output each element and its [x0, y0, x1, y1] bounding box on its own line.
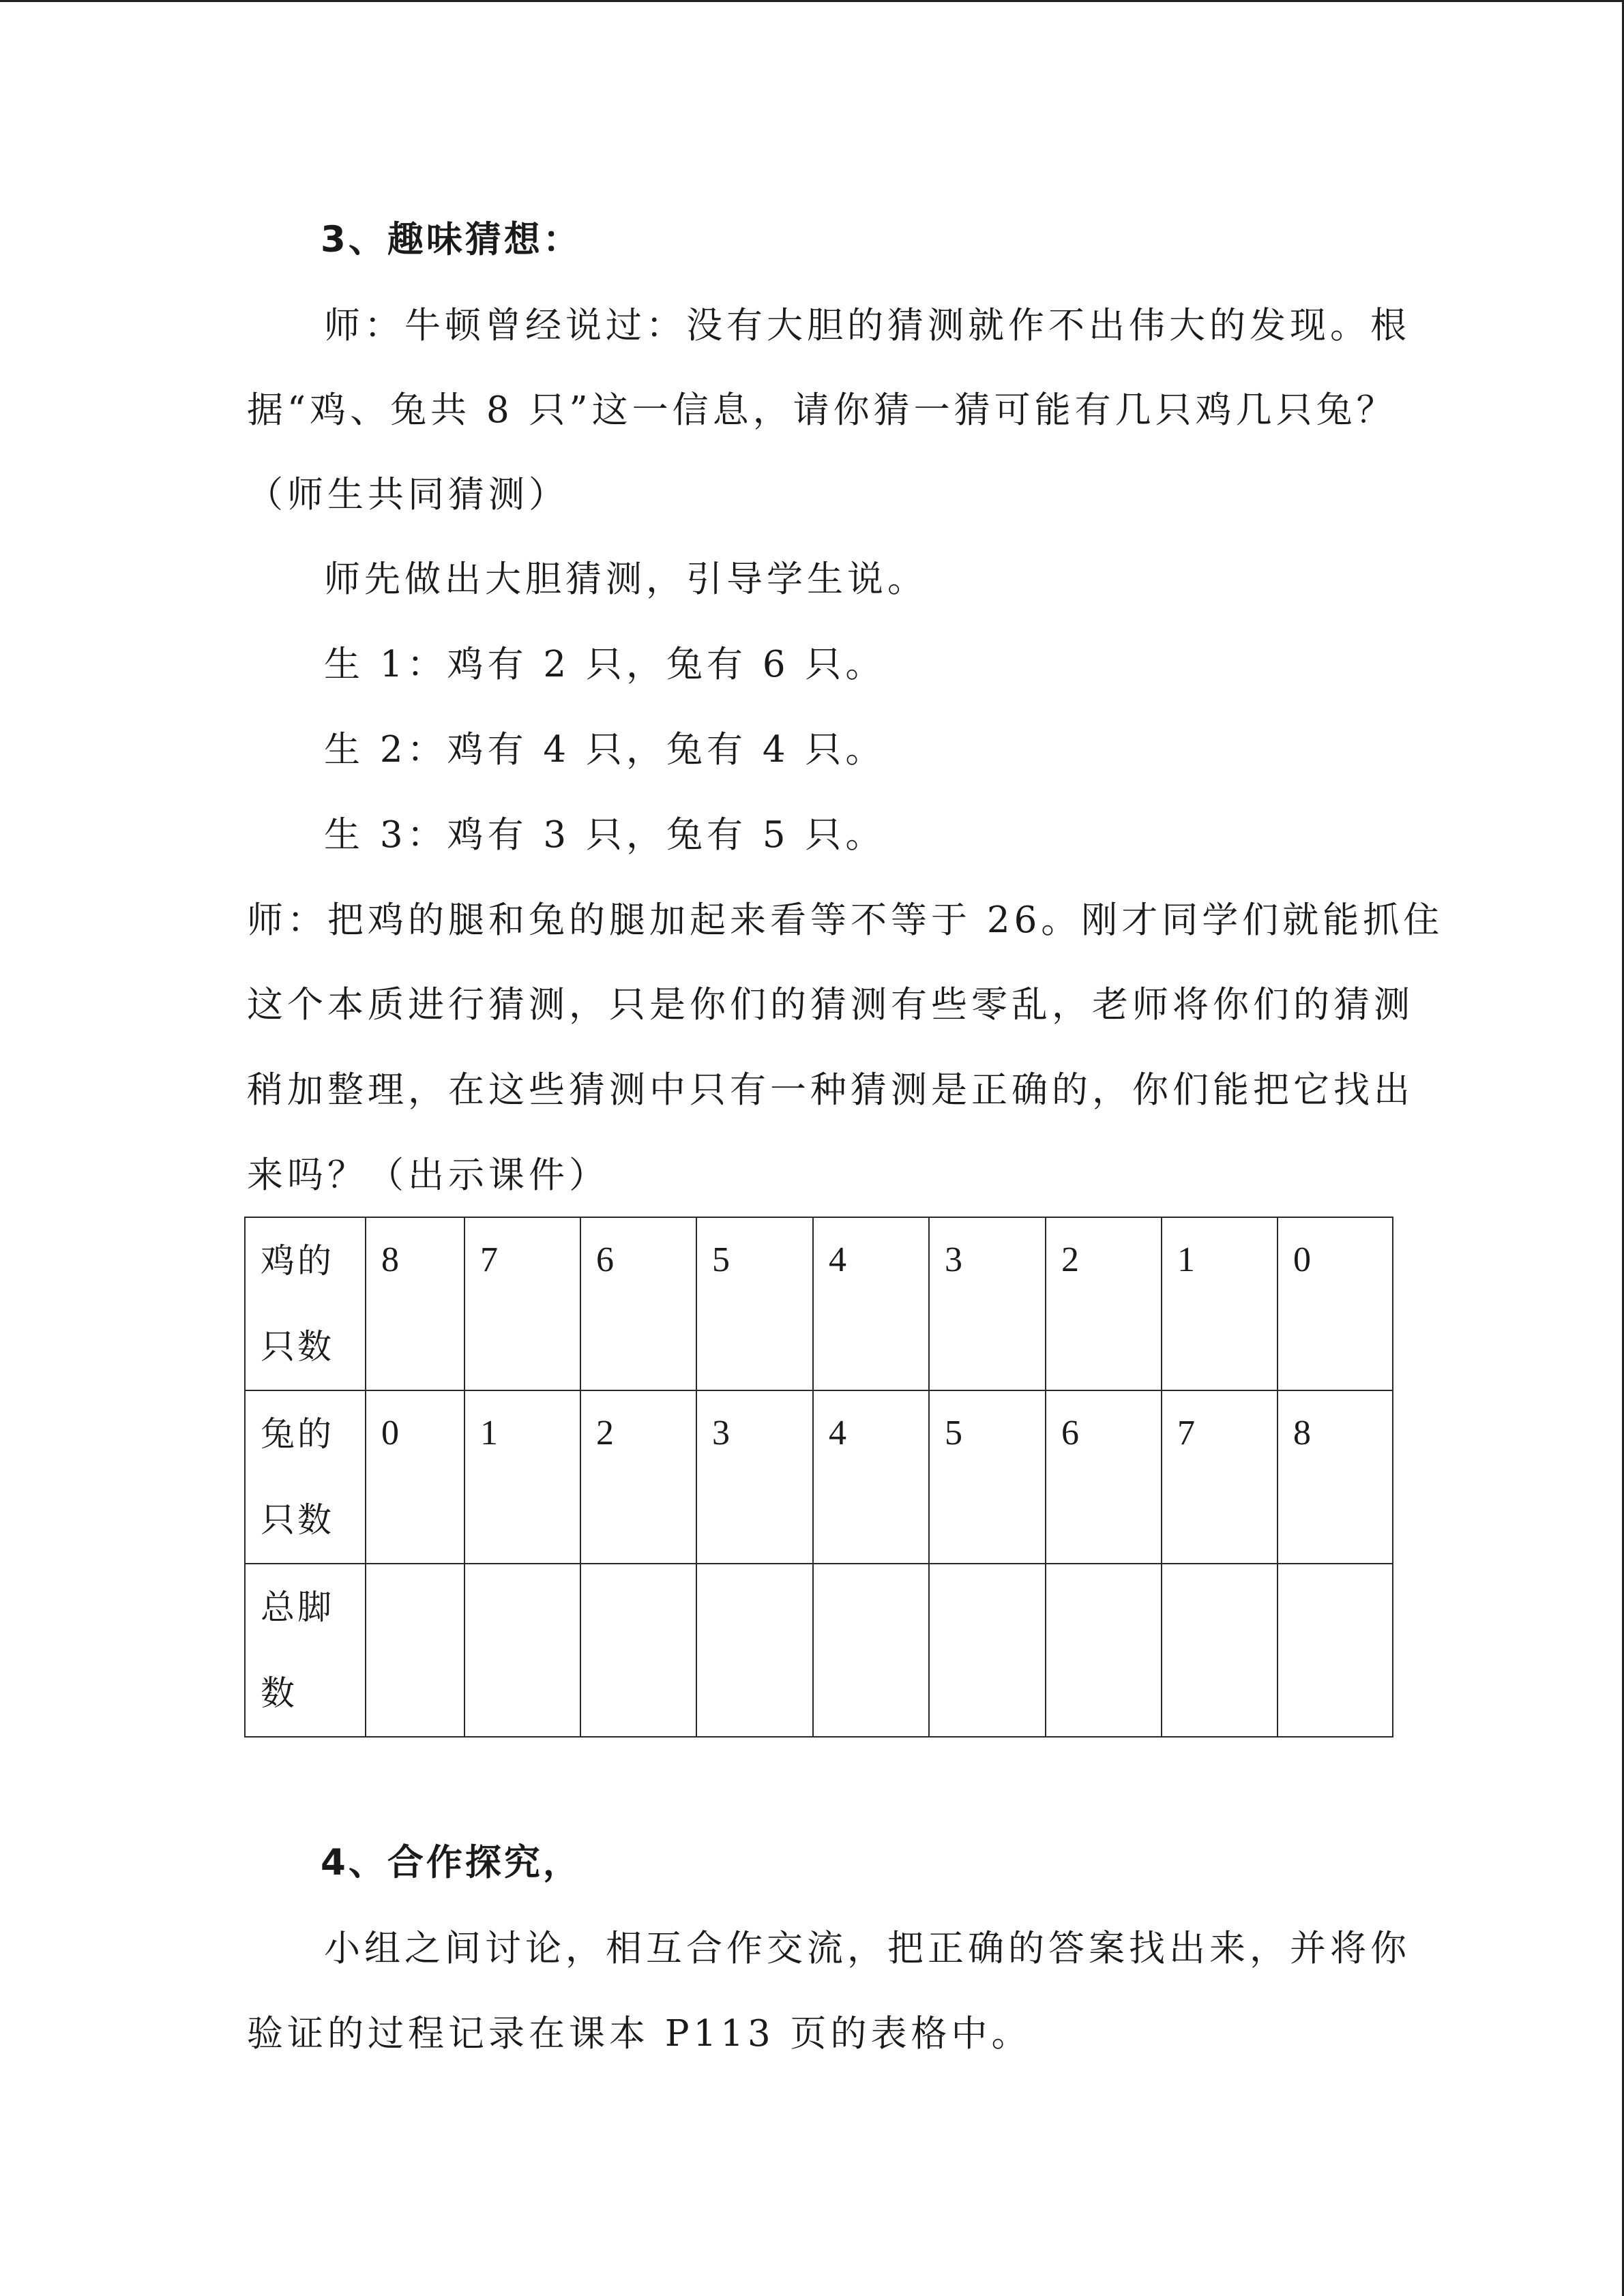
- table-cell-empty: [1046, 1564, 1162, 1737]
- table-cell: 3: [696, 1390, 813, 1564]
- paragraph-3-line-2: 这个本质进行猜测，只是你们的猜测有些零乱，老师将你们的猜测: [247, 984, 1414, 1026]
- paragraph-1-line-1: 师：牛顿曾经说过：没有大胆的猜测就作不出伟大的发现。根: [324, 305, 1411, 346]
- table-row-total-legs: [245, 1564, 1393, 1737]
- table-cell: 1: [464, 1390, 580, 1564]
- row-label-rabbits: 兔的 只数: [245, 1390, 366, 1564]
- top-border-rule: [0, 0, 1624, 2]
- section-4-heading: 4、合作探究，: [321, 1842, 582, 1883]
- section-4-paragraph-line-1: 小组之间讨论，相互合作交流，把正确的答案找出来，并将你: [324, 1928, 1411, 1969]
- table-cell: 0: [366, 1390, 464, 1564]
- student-3-guess: 生 3：鸡有 3 只，兔有 5 只。: [324, 814, 886, 856]
- row-label-chickens: 鸡的 只数: [245, 1217, 366, 1390]
- table-row-chickens: [245, 1217, 1393, 1390]
- paragraph-1-line-3: （师生共同猜测）: [247, 474, 569, 516]
- paragraph-3-line-4: 来吗？（出示课件）: [247, 1154, 609, 1196]
- table-cell-empty: [464, 1564, 580, 1737]
- paragraph-2: 师先做出大胆猜测，引导学生说。: [324, 558, 928, 600]
- table-cell-empty: [1162, 1564, 1278, 1737]
- table-cell: 6: [1046, 1390, 1162, 1564]
- student-1-guess: 生 1：鸡有 2 只，兔有 6 只。: [324, 644, 886, 685]
- section-4-paragraph-line-2: 验证的过程记录在课本 P113 页的表格中。: [247, 2013, 1032, 2055]
- guess-table: [244, 1217, 1393, 1738]
- table-row-rabbits: [245, 1390, 1393, 1564]
- paragraph-3-line-3: 稍加整理，在这些猜测中只有一种猜测是正确的，你们能把它找出: [247, 1069, 1414, 1111]
- table-cell: 0: [1278, 1217, 1393, 1390]
- table-cell: 2: [580, 1390, 696, 1564]
- row-label-total-legs: 总脚 数: [245, 1564, 366, 1737]
- table-cell-empty: [580, 1564, 696, 1737]
- paragraph-3-line-1: 师：把鸡的腿和兔的腿加起来看等不等于 26。刚才同学们就能抓住: [247, 899, 1444, 941]
- table-cell-empty: [813, 1564, 929, 1737]
- table-cell: 4: [813, 1217, 929, 1390]
- table-cell: 7: [1162, 1390, 1278, 1564]
- table-cell-empty: [366, 1564, 464, 1737]
- table-cell: 8: [1278, 1390, 1393, 1564]
- table-cell: 1: [1162, 1217, 1278, 1390]
- table-cell: 3: [929, 1217, 1046, 1390]
- table-cell-empty: [696, 1564, 813, 1737]
- table-cell-empty: [1278, 1564, 1393, 1737]
- table-cell: 7: [464, 1217, 580, 1390]
- student-2-guess: 生 2：鸡有 4 只，兔有 4 只。: [324, 729, 886, 771]
- table-cell: 6: [580, 1217, 696, 1390]
- table-cell: 5: [696, 1217, 813, 1390]
- table-cell: 5: [929, 1390, 1046, 1564]
- table-cell: 4: [813, 1390, 929, 1564]
- table-cell: 8: [366, 1217, 464, 1390]
- table-cell: 2: [1046, 1217, 1162, 1390]
- section-3-heading: 3、趣味猜想：: [321, 219, 582, 260]
- table-cell-empty: [929, 1564, 1046, 1737]
- paragraph-1-line-2: 据“鸡、兔共 8 只”这一信息，请你猜一猜可能有几只鸡几只兔？: [247, 389, 1397, 431]
